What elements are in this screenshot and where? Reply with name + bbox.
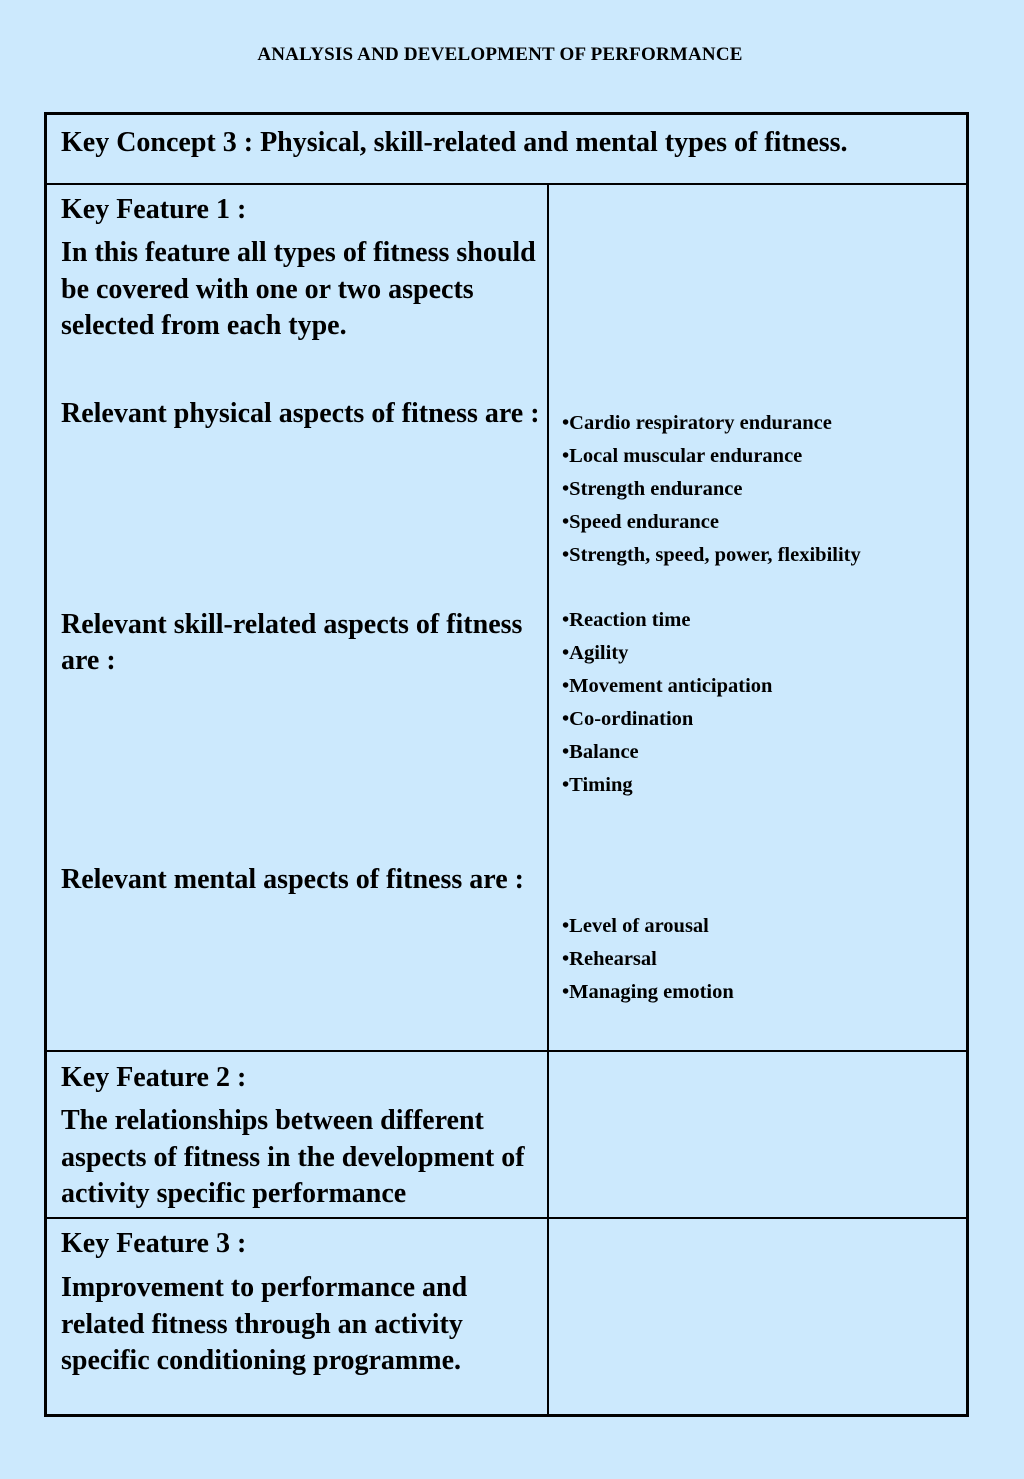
row-divider [47, 1050, 966, 1052]
key-concept-heading: Key Concept 3 : Physical, skill-related and mental types of fitness. [61, 127, 848, 158]
list-item: •Level of arousal [562, 915, 709, 937]
key-feature-3-heading: Key Feature 3 : [61, 1228, 247, 1259]
physical-aspects-label: Relevant physical aspects of fitness are : [61, 398, 540, 429]
list-item: •Timing [562, 774, 633, 796]
list-item: •Local muscular endurance [562, 445, 803, 467]
row-divider [47, 183, 966, 185]
mental-aspects-list [562, 910, 734, 1009]
physical-aspects-list [562, 407, 861, 572]
mental-aspects-label: Relevant mental aspects of fitness are : [61, 864, 524, 895]
row-divider [47, 1217, 966, 1219]
list-item: •Speed endurance [562, 511, 719, 533]
key-concept-table [44, 112, 969, 1417]
skill-aspects-list [562, 604, 772, 802]
key-feature-2-heading: Key Feature 2 : [61, 1062, 247, 1093]
list-item: •Cardio respiratory endurance [562, 412, 832, 434]
key-feature-2-text: The relationships between different aspects of fitness in the development of activity specific performance [61, 1105, 525, 1209]
list-item: •Balance [562, 741, 639, 763]
list-item: •Rehearsal [562, 948, 657, 970]
list-item: •Strength endurance [562, 478, 743, 500]
list-item: •Reaction time [562, 609, 691, 631]
list-item: •Co-ordination [562, 708, 694, 730]
key-feature-3-text: Improvement to performance and related fitness through an activity specific conditioning programme. [61, 1272, 468, 1376]
document-title: ANALYSIS AND DEVELOPMENT OF PERFORMANCE [257, 44, 743, 65]
key-feature-1-heading: Key Feature 1 : [61, 194, 247, 225]
skill-aspects-label: Relevant skill-related aspects of fitness are : [61, 609, 523, 676]
list-item: •Agility [562, 642, 629, 664]
list-item: •Managing emotion [562, 981, 734, 1003]
key-feature-1-intro: In this feature all types of fitness should be covered with one or two aspects selected from each type. [61, 237, 536, 341]
list-item: •Movement anticipation [562, 675, 773, 697]
list-item: •Strength, speed, power, flexibility [562, 544, 861, 566]
column-divider [547, 183, 549, 1414]
